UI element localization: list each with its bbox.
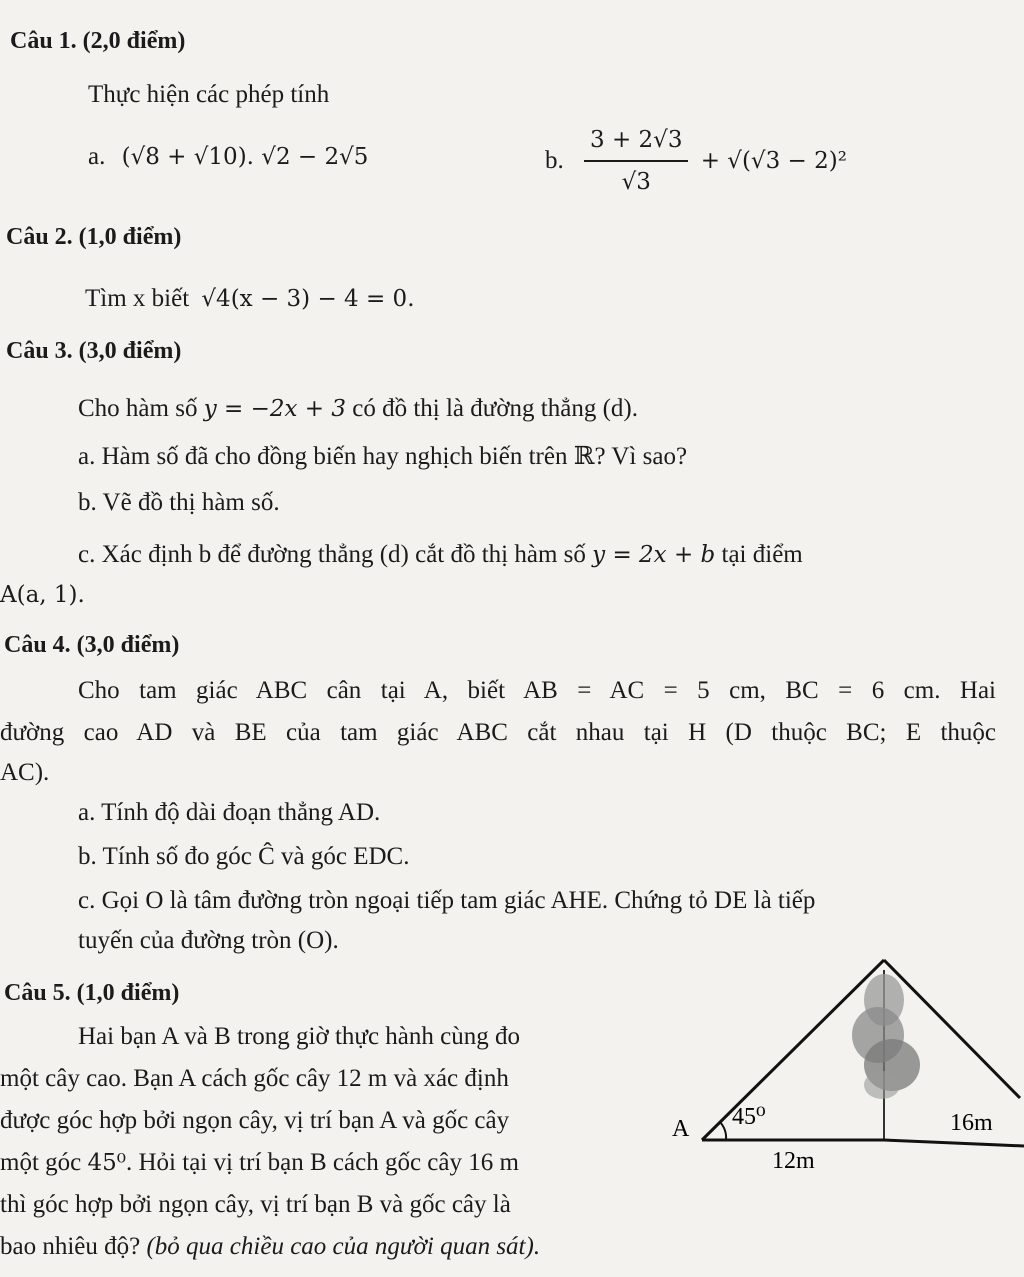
q4-line-3: AC). [0,759,50,786]
label-a: A [672,1116,690,1142]
q3-intro-end: có đồ thị là đường thẳng (d). [352,395,638,422]
q4-part-b: b. Tính số đo góc Ĉ và góc EDC. [78,843,410,870]
q5-line-5: thì góc hợp bởi ngọn cây, vị trí bạn B và gốc cây là [0,1191,511,1218]
q3-function: y = −2x + 3 [203,396,346,422]
q3-intro-text: Cho hàm số [78,395,198,422]
q2-expression: √4(x − 3) − 4 = 0. [201,286,415,312]
ground-line-b [884,1140,1024,1146]
q1-part-b [545,122,847,200]
q3-part-b: b. Vẽ đồ thị hàm số. [78,489,280,516]
q5-line-6 [0,1232,540,1262]
label-angle: 45⁰ [732,1104,766,1130]
q1-b-denominator: √3 [621,169,651,195]
q2-heading: Câu 2. (1,0 điểm) [6,224,182,250]
q4-line-1: Cho tam giác ABC cân tại A, biết AB = AC = 5 cm, BC = 6 cm. Hai [78,677,996,704]
q3-part-c-cont: A(a, 1). [0,582,85,608]
q3-c-function: y = 2x + b [592,542,716,568]
q3-part-a: a. Hàm số đã cho đồng biến hay nghịch biến trên ℝ? Vì sao? [78,443,688,470]
label-12m: 12m [772,1148,815,1174]
label-16m: 16m [950,1110,993,1136]
q1-intro: Thực hiện các phép tính [88,81,330,108]
q5-l6-text: bao nhiêu độ? [0,1233,141,1260]
q1-a-label: a. [88,143,106,170]
q4-part-c-2: tuyến của đường tròn (O). [78,927,339,954]
q1-heading: Câu 1. (2,0 điểm) [10,28,186,54]
q1-b-rest: + √(√3 − 2)² [700,148,847,174]
q1-part-a [88,142,368,172]
q1-b-numerator: 3 + 2√3 [584,122,688,162]
q5-l4-end: . Hỏi tại vị trí bạn B cách gốc cây 16 m [126,1149,519,1176]
q1-a-expression: (√8 + √10). √2 − 2√5 [121,144,369,170]
q5-line-1: Hai bạn A và B trong giờ thực hành cùng đo [78,1023,520,1050]
q5-angle-value: 45⁰ [87,1150,126,1176]
q5-line-3: được góc hợp bởi ngọn cây, vị trí bạn A và gốc cây [0,1107,510,1134]
q2-line [85,284,415,314]
q5-heading: Câu 5. (1,0 điểm) [4,980,180,1006]
q5-l4-text: một góc [0,1149,82,1176]
q2-text: Tìm x biết [85,285,190,312]
q3-c-text: c. Xác định b để đường thẳng (d) cắt đồ thị hàm số [78,541,586,568]
q5-line-4 [0,1148,519,1178]
q5-l6-note: (bỏ qua chiều cao của người quan sát). [146,1233,541,1260]
q4-part-c-1: c. Gọi O là tâm đường tròn ngoại tiếp tam giác AHE. Chứng tỏ DE là tiếp [78,887,816,914]
q4-line-2: đường cao AD và BE của tam giác ABC cắt nhau tại H (D thuộc BC; E thuộc [0,719,996,746]
q3-intro [78,394,638,424]
angle-arc [720,1122,726,1140]
tree-triangle-figure [660,940,1024,1180]
q3-heading: Câu 3. (3,0 điểm) [6,338,182,364]
q4-heading: Câu 4. (3,0 điểm) [4,632,180,658]
q1-b-label: b. [545,147,564,174]
q4-part-a: a. Tính độ dài đoạn thẳng AD. [78,799,381,826]
q3-c-end: tại điểm [721,541,803,568]
q1-b-fraction [584,122,688,200]
q3-part-c [78,540,803,570]
q5-line-2: một cây cao. Bạn A cách gốc cây 12 m và xác định [0,1065,509,1092]
tree-illustration [852,970,920,1140]
